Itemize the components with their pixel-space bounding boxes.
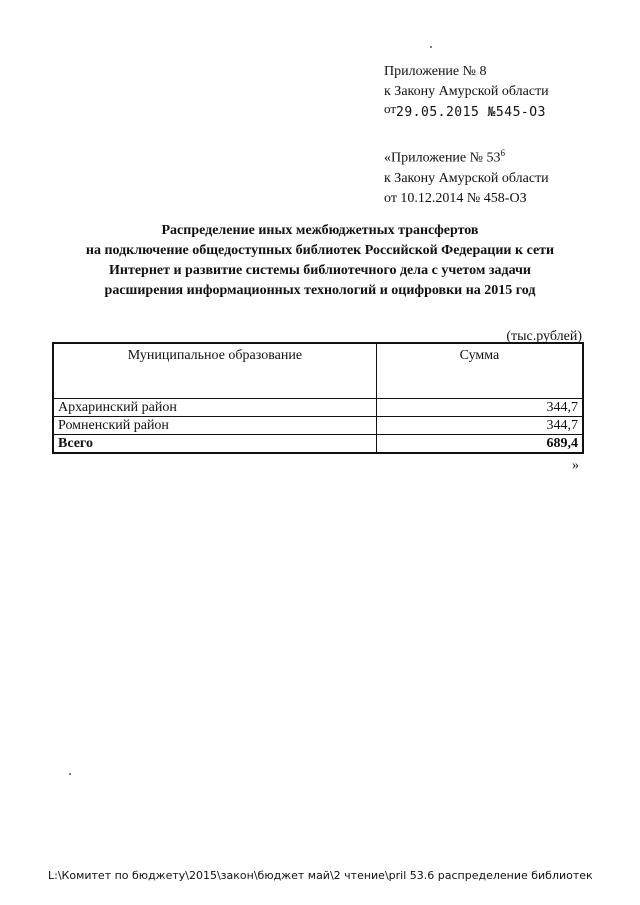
scan-speck [430,46,432,48]
title-line: расширения информационных технологий и оцифровки на 2015 год [104,283,536,298]
title-line: на подключение общедоступных библиотек Российской Федерации к сети [85,243,555,258]
appendix-53-superscript: 6 [500,148,505,158]
header-municipality: Муниципальное образование [53,343,376,399]
appendix-53-line3: от 10.12.2014 № 458-ОЗ [384,190,527,206]
row-sum: 344,7 [376,417,583,435]
table-header-row [53,343,583,399]
total-sum: 689,4 [376,435,583,454]
document-title [60,221,580,301]
date-stamp: 29.05.2015 №545-ОЗ [396,105,546,120]
appendix-53-header [384,143,549,209]
units-label: (тыс.рублей) [506,329,582,344]
scan-speck [69,773,71,775]
closing-quote: » [572,458,579,473]
appendix-8-line2: к Закону Амурской области [384,84,549,99]
footer-file-path: L:\Комитет по бюджету\2015\закон\бюджет май\2 чтение\pril 53.6 распределение библиотек [48,869,593,882]
table-row [53,399,583,417]
table-total-row [53,435,583,454]
title-line: Распределение иных межбюджетных трансфертов [161,223,479,238]
total-label: Всего [53,435,376,454]
date-prefix: от [384,101,397,116]
row-municipality: Архаринский район [53,399,376,417]
row-municipality: Ромненский район [53,417,376,435]
appendix-8-date-line [384,102,549,123]
appendix-53-line2: к Закону Амурской области [384,170,549,186]
transfers-table [52,342,584,454]
title-line: Интернет и развитие системы библиотечного дела с учетом задачи [108,263,532,278]
table-row [53,417,583,435]
header-sum: Сумма [376,343,583,399]
appendix-8-header [384,62,549,123]
appendix-8-line1: Приложение № 8 [384,64,487,79]
appendix-53-line1-text: «Приложение № 53 [384,150,501,166]
row-sum: 344,7 [376,399,583,417]
appendix-53-line1 [384,143,549,169]
